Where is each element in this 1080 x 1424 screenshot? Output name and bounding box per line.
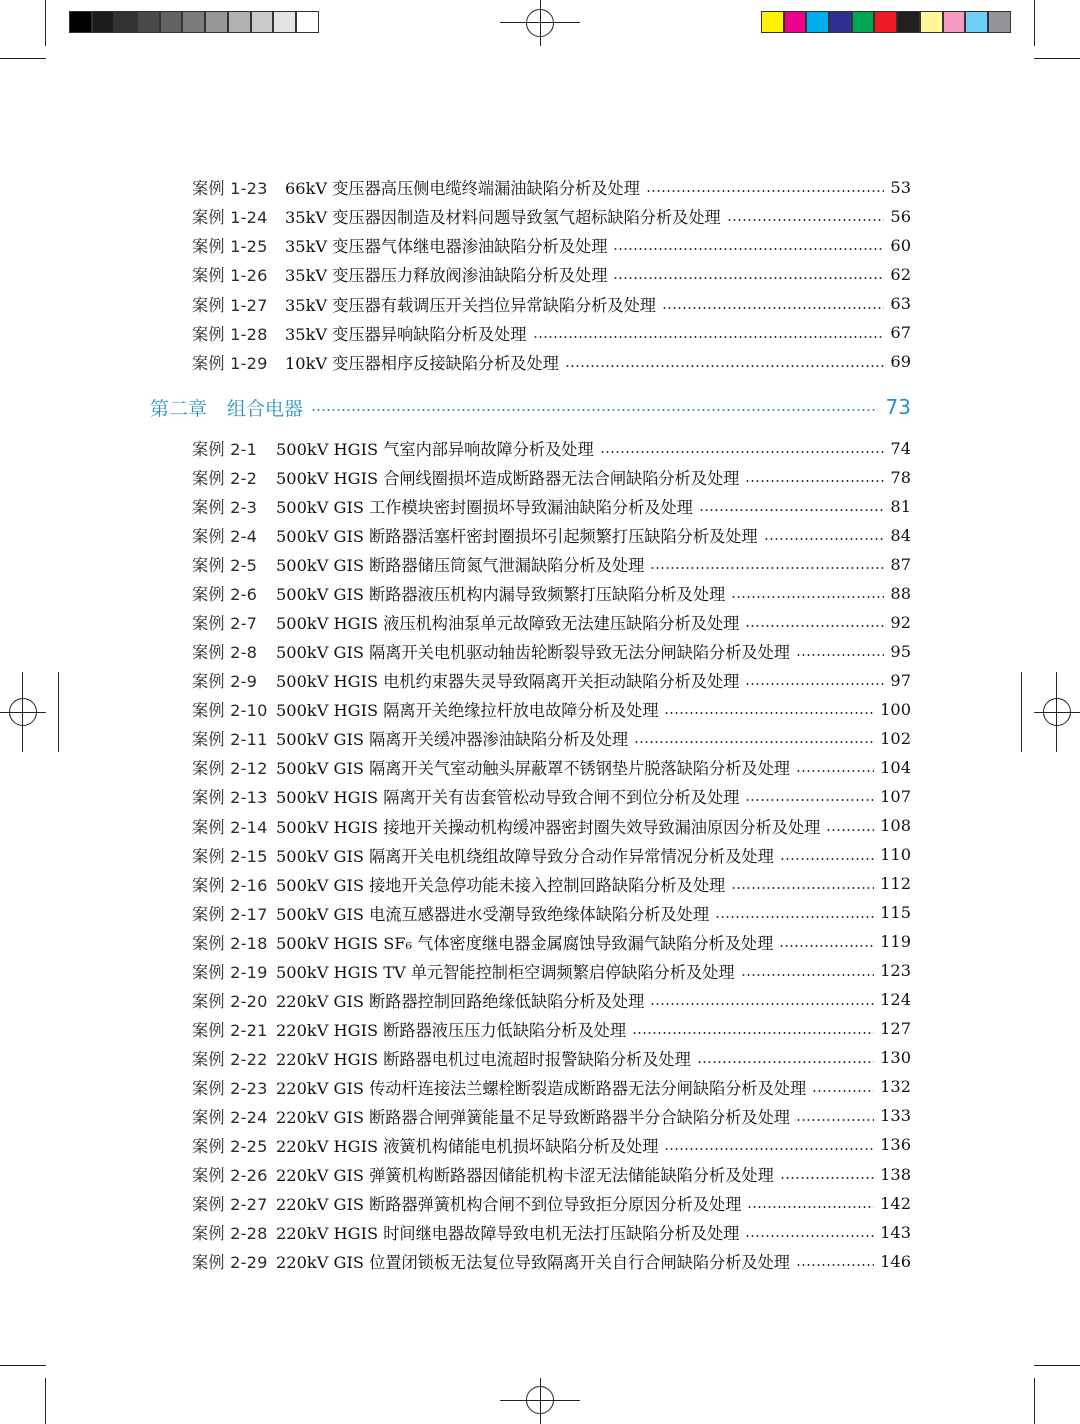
toc-entry[interactable] xyxy=(192,321,911,345)
case-title: 500kV GIS 隔离开关电机驱动轴齿轮断裂导致无法分闸缺陷分析及处理 xyxy=(276,643,790,663)
chapter-title: 组合电器 xyxy=(227,397,304,420)
page-number: 127 xyxy=(880,1019,911,1039)
color-swatch xyxy=(205,11,228,33)
dot-leader xyxy=(779,945,874,947)
page-number: 81 xyxy=(890,496,911,516)
color-swatch xyxy=(965,11,988,33)
process-color-bar xyxy=(761,11,1011,33)
page-number: 92 xyxy=(890,612,911,632)
toc-entry[interactable] xyxy=(192,1249,911,1273)
dot-leader xyxy=(745,625,884,627)
dot-leader xyxy=(715,916,874,918)
color-swatch xyxy=(761,11,784,33)
toc-entry[interactable] xyxy=(192,581,911,605)
toc-entry[interactable] xyxy=(192,1191,911,1215)
registration-target-top xyxy=(500,0,580,46)
case-number: 案例 2-20 xyxy=(192,991,268,1011)
case-number: 案例 2-2 xyxy=(192,469,258,489)
case-number: 案例 2-12 xyxy=(192,759,268,779)
page-number: 100 xyxy=(880,699,911,719)
case-title: 500kV GIS 接地开关急停功能未接入控制回路缺陷分析及处理 xyxy=(276,875,726,895)
crop-mark xyxy=(45,0,46,46)
color-swatch xyxy=(182,11,205,33)
color-swatch xyxy=(137,11,160,33)
case-title: 220kV GIS 传动杆连接法兰螺栓断裂造成断路器无法分闸缺陷分析及处理 xyxy=(276,1078,807,1098)
page-number: 107 xyxy=(880,786,911,806)
dot-leader xyxy=(780,858,874,860)
dot-leader xyxy=(745,799,874,801)
dot-leader xyxy=(747,1206,874,1208)
registration-target-bottom xyxy=(500,1378,580,1424)
color-swatch xyxy=(806,11,829,33)
dot-leader xyxy=(664,1148,874,1150)
dot-leader xyxy=(796,1264,874,1266)
crop-mark xyxy=(1034,0,1035,46)
crop-mark xyxy=(58,672,59,752)
case-number: 案例 2-18 xyxy=(192,933,268,953)
case-number: 案例 2-6 xyxy=(192,585,258,605)
case-title: 220kV HGIS 断路器液压压力低缺陷分析及处理 xyxy=(276,1020,627,1040)
case-title: 220kV HGIS 液簧机构储能电机损坏缺陷分析及处理 xyxy=(276,1136,659,1156)
toc-entry[interactable] xyxy=(192,465,911,489)
toc-entry[interactable] xyxy=(192,930,911,954)
dot-leader xyxy=(780,1177,874,1179)
dot-leader xyxy=(796,770,874,772)
dot-leader xyxy=(664,712,874,714)
case-title: 10kV 变压器相序反接缺陷分析及处理 xyxy=(285,353,559,373)
case-title: 500kV GIS 电流互感器进水受潮导致绝缘体缺陷分析及处理 xyxy=(276,904,710,924)
toc-entry[interactable] xyxy=(192,843,911,867)
dot-leader xyxy=(311,409,878,411)
chapter-page-number: 73 xyxy=(885,395,911,419)
page-number: 56 xyxy=(890,206,911,226)
page-number: 53 xyxy=(890,177,911,197)
page-number: 67 xyxy=(890,323,911,343)
toc-entry[interactable] xyxy=(192,494,911,518)
crop-mark xyxy=(45,1378,46,1424)
toc-entry[interactable] xyxy=(192,233,911,257)
case-number: 案例 2-17 xyxy=(192,904,268,924)
toc-entry[interactable] xyxy=(192,988,911,1012)
page-number: 124 xyxy=(880,990,911,1010)
color-swatch xyxy=(920,11,943,33)
case-number: 案例 2-22 xyxy=(192,1049,268,1069)
page-number: 146 xyxy=(880,1251,911,1271)
toc-entry[interactable] xyxy=(192,552,911,576)
color-swatch xyxy=(114,11,137,33)
page-number: 74 xyxy=(890,438,911,458)
case-title: 500kV HGIS 隔离开关有齿套管松动导致合闸不到位分析及处理 xyxy=(276,788,740,808)
registration-target-right xyxy=(1034,672,1080,752)
dot-leader xyxy=(613,248,884,250)
dot-leader xyxy=(764,538,885,540)
page-number: 110 xyxy=(880,845,911,865)
dot-leader xyxy=(745,1235,874,1237)
toc-entry[interactable] xyxy=(192,1133,911,1157)
color-swatch xyxy=(296,11,319,33)
toc-entry[interactable] xyxy=(192,959,911,983)
case-title: 35kV 变压器气体继电器渗油缺陷分析及处理 xyxy=(285,237,608,257)
page-number: 108 xyxy=(880,816,911,836)
case-number: 案例 2-7 xyxy=(192,614,258,634)
page-number: 104 xyxy=(880,757,911,777)
toc-entry[interactable] xyxy=(192,436,911,460)
dot-leader xyxy=(731,596,884,598)
case-title: 220kV GIS 断路器控制回路绝缘低缺陷分析及处理 xyxy=(276,991,645,1011)
dot-leader xyxy=(826,829,874,831)
page-number: 123 xyxy=(880,961,911,981)
grayscale-color-bar xyxy=(69,11,319,33)
color-swatch xyxy=(69,11,92,33)
dot-leader xyxy=(650,567,884,569)
case-number: 案例 2-25 xyxy=(192,1136,268,1156)
case-number: 案例 2-1 xyxy=(192,440,258,459)
case-number: 案例 1-26 xyxy=(192,266,268,286)
case-number: 案例 2-29 xyxy=(192,1253,268,1273)
dot-leader xyxy=(634,741,874,743)
toc-entry[interactable] xyxy=(192,784,911,808)
dot-leader xyxy=(613,277,884,279)
case-title: 220kV GIS 断路器合闸弹簧能量不足导致断路器半分合缺陷分析及处理 xyxy=(276,1107,790,1127)
registration-target-left xyxy=(0,672,46,752)
page-number: 60 xyxy=(890,235,911,255)
page-number: 130 xyxy=(880,1048,911,1068)
case-number: 案例 2-11 xyxy=(192,730,268,750)
case-title: 500kV GIS 隔离开关缓冲器渗油缺陷分析及处理 xyxy=(276,730,629,750)
case-number: 案例 2-28 xyxy=(192,1224,268,1244)
case-title: 500kV HGIS TV 单元智能控制柜空调频繁启停缺陷分析及处理 xyxy=(276,962,735,982)
color-swatch xyxy=(943,11,966,33)
color-swatch xyxy=(874,11,897,33)
crop-mark xyxy=(0,58,46,59)
color-swatch xyxy=(273,11,296,33)
crop-mark xyxy=(1034,58,1080,59)
dot-leader xyxy=(796,1119,874,1121)
case-number: 案例 2-3 xyxy=(192,498,258,518)
case-title: 500kV GIS 断路器储压筒氮气泄漏缺陷分析及处理 xyxy=(276,556,645,576)
dot-leader xyxy=(796,654,884,656)
case-title: 35kV 变压器有载调压开关挡位异常缺陷分析及处理 xyxy=(285,295,656,315)
case-title: 66kV 变压器高压侧电缆终端漏油缺陷分析及处理 xyxy=(285,179,640,198)
case-number: 案例 2-15 xyxy=(192,846,268,866)
color-swatch xyxy=(829,11,852,33)
case-title: 220kV GIS 断路器弹簧机构合闸不到位导致拒分原因分析及处理 xyxy=(276,1195,742,1215)
page-number: 102 xyxy=(880,728,911,748)
case-number: 案例 2-19 xyxy=(192,962,268,982)
toc-entry[interactable] xyxy=(192,872,911,896)
case-title: 500kV HGIS 接地开关操动机构缓冲器密封圈失效导致漏油原因分析及处理 xyxy=(276,817,821,837)
color-swatch xyxy=(228,11,251,33)
toc-entry[interactable] xyxy=(192,639,911,663)
page-number: 78 xyxy=(890,467,911,487)
toc-entry[interactable] xyxy=(192,292,911,316)
color-swatch xyxy=(852,11,875,33)
toc-entry[interactable] xyxy=(192,726,911,750)
case-title: 500kV GIS 断路器液压机构内漏导致频繁打压缺陷分析及处理 xyxy=(276,585,726,605)
color-swatch xyxy=(251,11,274,33)
page-number: 63 xyxy=(890,294,911,314)
color-swatch xyxy=(160,11,183,33)
case-number: 案例 2-21 xyxy=(192,1020,268,1040)
dot-leader xyxy=(650,1003,874,1005)
page-number: 136 xyxy=(880,1135,911,1155)
case-number: 案例 2-13 xyxy=(192,788,268,808)
page-number: 88 xyxy=(890,583,911,603)
page-number: 132 xyxy=(880,1077,911,1097)
case-title: 500kV GIS 隔离开关气室动触头屏蔽罩不锈钢垫片脱落缺陷分析及处理 xyxy=(276,759,790,779)
case-number: 案例 2-16 xyxy=(192,875,268,895)
page-number: 97 xyxy=(890,670,911,690)
toc-entry[interactable] xyxy=(192,1046,911,1070)
case-title: 500kV HGIS 气室内部异响故障分析及处理 xyxy=(276,440,594,459)
toc-entry[interactable] xyxy=(192,350,911,374)
case-title: 220kV HGIS 时间继电器故障导致电机无法打压缺陷分析及处理 xyxy=(276,1224,740,1244)
dot-leader xyxy=(697,1061,874,1063)
toc-entry[interactable] xyxy=(192,668,911,692)
page-number: 115 xyxy=(880,903,911,923)
dot-leader xyxy=(727,219,885,221)
case-number: 案例 1-23 xyxy=(192,179,268,198)
color-swatch xyxy=(92,11,115,33)
toc-entry[interactable] xyxy=(192,1075,911,1099)
case-title: 500kV HGIS 液压机构油泵单元故障致无法建压缺陷分析及处理 xyxy=(276,614,740,634)
toc-entry[interactable] xyxy=(192,175,911,199)
crop-mark xyxy=(1034,1365,1080,1366)
dot-leader xyxy=(699,509,885,511)
page-number: 95 xyxy=(890,641,911,661)
toc-entry[interactable] xyxy=(192,1104,911,1128)
case-number: 案例 2-23 xyxy=(192,1078,268,1098)
case-title: 500kV HGIS 隔离开关绝缘拉杆放电故障分析及处理 xyxy=(276,701,659,721)
crop-mark xyxy=(1021,672,1022,752)
case-number: 案例 2-4 xyxy=(192,527,258,547)
chapter-heading[interactable] xyxy=(150,393,911,421)
case-number: 案例 1-25 xyxy=(192,237,268,257)
page-number: 69 xyxy=(890,352,911,372)
dot-leader xyxy=(632,1032,874,1034)
case-number: 案例 1-28 xyxy=(192,324,268,344)
case-number: 案例 2-26 xyxy=(192,1166,268,1185)
case-title: 500kV HGIS 电机约束器失灵导致隔离开关拒动缺陷分析及处理 xyxy=(276,672,740,692)
toc-entry[interactable] xyxy=(192,697,911,721)
case-number: 案例 2-27 xyxy=(192,1195,268,1215)
case-number: 案例 1-24 xyxy=(192,208,268,228)
crop-mark xyxy=(0,1365,46,1366)
toc-entry[interactable] xyxy=(192,1220,911,1244)
dot-leader xyxy=(533,336,885,338)
case-title: 500kV GIS 断路器活塞杆密封圈损坏引起频繁打压缺陷分析及处理 xyxy=(276,527,758,547)
page-number: 142 xyxy=(880,1193,911,1213)
case-title: 35kV 变压器压力释放阀渗油缺陷分析及处理 xyxy=(285,266,608,286)
case-title: 500kV HGIS 合闸线圈损坏造成断路器无法合闸缺陷分析及处理 xyxy=(276,469,740,489)
case-title: 500kV HGIS SF₆ 气体密度继电器金属腐蚀导致漏气缺陷分析及处理 xyxy=(276,933,774,953)
page-number: 138 xyxy=(880,1164,911,1184)
case-title: 220kV HGIS 断路器电机过电流超时报警缺陷分析及处理 xyxy=(276,1049,691,1069)
toc-entry[interactable] xyxy=(192,814,911,838)
case-number: 案例 2-14 xyxy=(192,817,268,837)
dot-leader xyxy=(745,480,884,482)
crop-mark xyxy=(1034,1378,1035,1424)
case-title: 220kV GIS 弹簧机构断路器因储能机构卡涩无法储能缺陷分析及处理 xyxy=(276,1166,774,1185)
toc-entry[interactable] xyxy=(192,523,911,547)
page-number: 143 xyxy=(880,1222,911,1242)
color-swatch xyxy=(784,11,807,33)
dot-leader xyxy=(741,974,874,976)
page-number: 84 xyxy=(890,525,911,545)
case-title: 35kV 变压器因制造及材料问题导致氢气超标缺陷分析及处理 xyxy=(285,208,721,228)
toc-entry[interactable] xyxy=(192,610,911,634)
case-title: 35kV 变压器异响缺陷分析及处理 xyxy=(285,324,527,344)
toc-entry[interactable] xyxy=(192,262,911,286)
toc-entry[interactable] xyxy=(192,1162,911,1186)
dot-leader xyxy=(646,190,885,192)
page-number: 119 xyxy=(880,932,911,952)
case-title: 220kV GIS 位置闭锁板无法复位导致隔离开关自行合闸缺陷分析及处理 xyxy=(276,1253,790,1273)
case-number: 案例 2-5 xyxy=(192,556,258,576)
toc-entry[interactable] xyxy=(192,755,911,779)
case-number: 案例 2-24 xyxy=(192,1107,268,1127)
dot-leader xyxy=(662,307,884,309)
case-number: 案例 2-9 xyxy=(192,672,258,692)
case-number: 案例 1-27 xyxy=(192,295,268,315)
toc-entry[interactable] xyxy=(192,901,911,925)
dot-leader xyxy=(565,365,885,367)
case-number: 案例 1-29 xyxy=(192,353,268,373)
chapter-number: 第二章 xyxy=(150,397,208,420)
dot-leader xyxy=(600,451,885,453)
dot-leader xyxy=(731,887,874,889)
page-number: 133 xyxy=(880,1106,911,1126)
case-title: 500kV GIS 工作模块密封圈损坏导致漏油缺陷分析及处理 xyxy=(276,498,693,518)
color-swatch xyxy=(897,11,920,33)
case-number: 案例 2-10 xyxy=(192,701,268,721)
page-number: 62 xyxy=(890,264,911,284)
case-number: 案例 2-8 xyxy=(192,643,258,663)
case-title: 500kV GIS 隔离开关电机绕组故障导致分合动作异常情况分析及处理 xyxy=(276,846,774,866)
page-number: 112 xyxy=(880,874,911,894)
dot-leader xyxy=(812,1090,874,1092)
toc-entry[interactable] xyxy=(192,204,911,228)
color-swatch xyxy=(988,11,1011,33)
toc-entry[interactable] xyxy=(192,1017,911,1041)
page-number: 87 xyxy=(890,554,911,574)
dot-leader xyxy=(745,683,884,685)
